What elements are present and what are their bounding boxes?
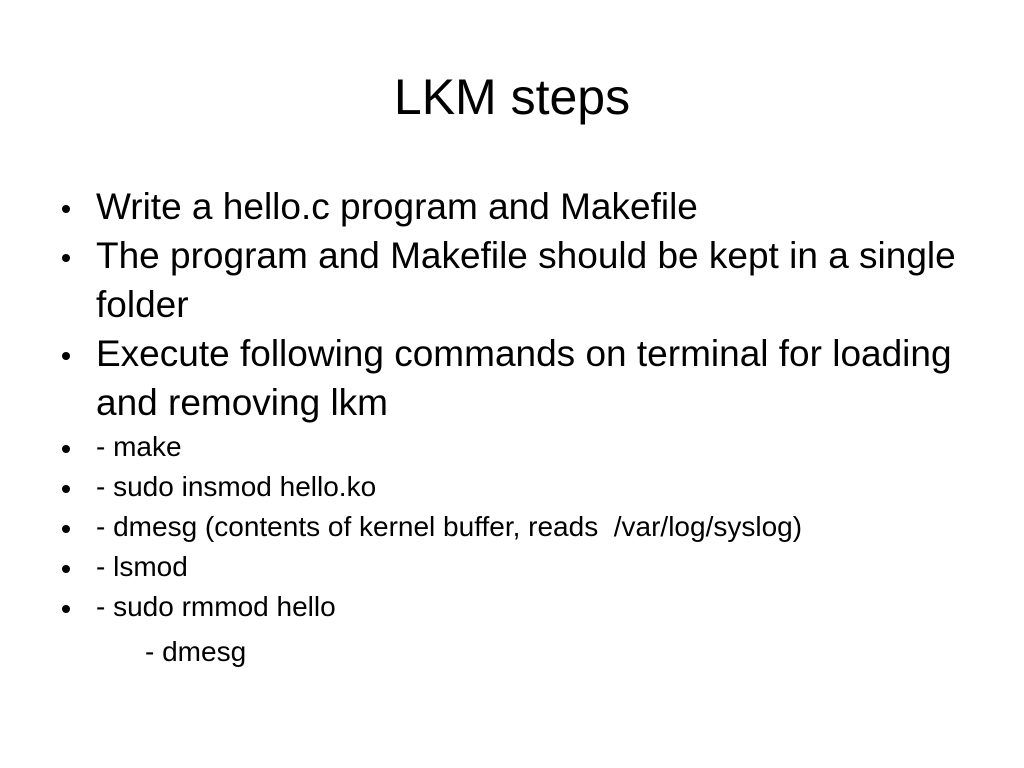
indented-command: - dmesg — [145, 636, 247, 667]
bullet-item — [58, 547, 978, 587]
bullet-item — [58, 467, 978, 507]
bullet-item — [58, 182, 978, 231]
bullet-text: - sudo rmmod hello — [96, 591, 336, 622]
bullet-dot-icon — [62, 445, 70, 453]
bullet-item — [58, 507, 978, 547]
bullet-text: - make — [96, 431, 182, 462]
bullet-dot-icon — [62, 205, 70, 213]
bullet-dot-icon — [62, 605, 70, 613]
bullet-text: - lsmod — [96, 551, 188, 582]
bullet-item — [58, 329, 978, 427]
bullet-dot-icon — [62, 565, 70, 573]
slide-title: LKM steps — [393, 69, 631, 125]
bullet-dot-icon — [62, 352, 70, 360]
bullet-text: Execute following commands on terminal for loading and removing lkm — [96, 333, 952, 423]
bullet-text: - dmesg (contents of kernel buffer, reads /var/log/syslog) — [96, 511, 803, 542]
bullet-text: The program and Makefile should be kept in a single folder — [96, 235, 956, 325]
bullet-item — [58, 587, 978, 627]
bullet-list — [58, 182, 978, 627]
bullet-dot-icon — [62, 254, 70, 262]
bullet-item — [58, 427, 978, 467]
bullet-text: - sudo insmod hello.ko — [96, 471, 377, 502]
bullet-dot-icon — [62, 525, 70, 533]
bullet-item — [58, 231, 978, 329]
bullet-text: Write a hello.c program and Makefile — [96, 186, 698, 227]
bullet-dot-icon — [62, 485, 70, 493]
